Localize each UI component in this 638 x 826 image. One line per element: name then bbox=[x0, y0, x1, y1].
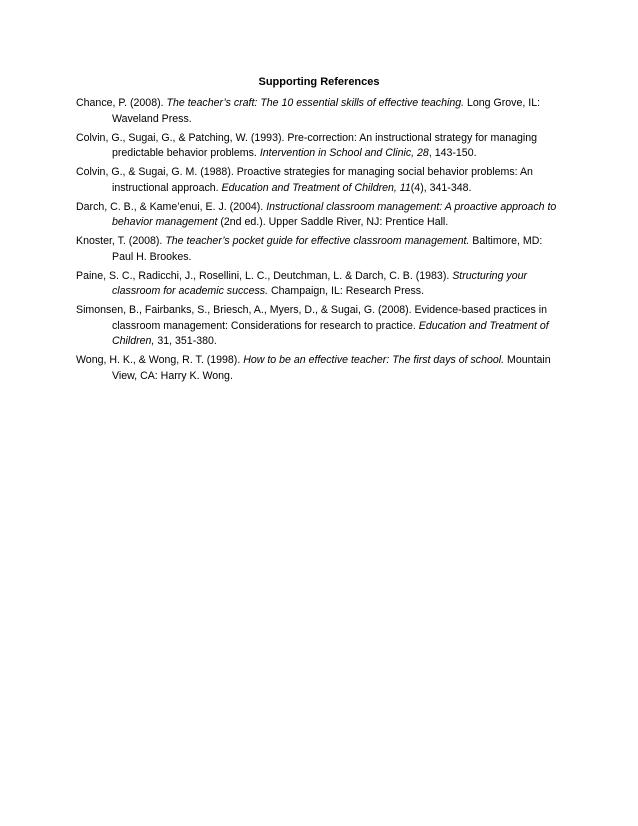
reference-text: Knoster, T. (2008). bbox=[76, 235, 166, 247]
reference-text: Chance, P. (2008). bbox=[76, 97, 167, 109]
reference-item bbox=[76, 234, 566, 265]
reference-item bbox=[76, 303, 566, 350]
reference-title: Intervention in School and Clinic, 28 bbox=[259, 147, 429, 159]
reference-title: The teacher’s pocket guide for effective classroom management. bbox=[165, 235, 470, 247]
reference-item bbox=[76, 353, 566, 384]
reference-title: Education and Treatment of Children, bbox=[112, 319, 549, 347]
reference-item bbox=[76, 165, 566, 196]
reference-text: Darch, C. B., & Kame’enui, E. J. (2004). bbox=[76, 200, 267, 213]
reference-item bbox=[76, 131, 566, 162]
reference-title: Structuring your classroom for academic success. bbox=[112, 269, 528, 297]
reference-text: Mountain View, CA: Harry K. Wong. bbox=[112, 354, 551, 382]
reference-title: Instructional classroom management: A proactive approach to behavior management bbox=[112, 200, 557, 228]
reference-text: Paine, S. C., Radicchi, J., Rosellini, L. C., Deutchman, L. & Darch, C. B. (1983). bbox=[76, 269, 453, 282]
reference-text: (4), 341-348. bbox=[410, 181, 472, 194]
reference-text: 31, 351-380. bbox=[154, 335, 217, 347]
reference-item bbox=[76, 200, 566, 231]
reference-item bbox=[76, 96, 566, 127]
reference-title: Education and Treatment of Children, 11 bbox=[221, 181, 411, 194]
reference-list bbox=[76, 96, 566, 388]
page-title: Supporting References bbox=[258, 76, 380, 88]
reference-text: Colvin, G., Sugai, G., & Patching, W. (1993). Pre-correction: An instructional strategy for managing predictable behavior problems. bbox=[76, 131, 538, 159]
reference-text: (2nd ed.). Upper Saddle River, NJ: Prentice Hall. bbox=[217, 216, 449, 228]
reference-text: Champaign, IL: Research Press. bbox=[268, 285, 425, 297]
reference-title: How to be an effective teacher: The first days of school. bbox=[243, 354, 505, 366]
reference-text: Colvin, G., & Sugai, G. M. (1988). Proactive strategies for managing social behavior problems: An instructional approach. bbox=[76, 166, 533, 194]
reference-title: The teacher’s craft: The 10 essential skills of effective teaching. bbox=[166, 97, 465, 109]
reference-text: Simonsen, B., Fairbanks, S., Briesch, A., Myers, D., & Sugai, G. (2008). Evidence-based practices in classroom management: Considerations for research to practice. bbox=[76, 304, 548, 332]
reference-text: Wong, H. K., & Wong, R. T. (1998). bbox=[76, 354, 244, 366]
reference-text: Long Grove, IL: Waveland Press. bbox=[112, 97, 541, 125]
reference-item bbox=[76, 269, 566, 300]
reference-text: , 143-150. bbox=[428, 147, 477, 159]
reference-text: Baltimore, MD: Paul H. Brookes. bbox=[112, 235, 543, 263]
